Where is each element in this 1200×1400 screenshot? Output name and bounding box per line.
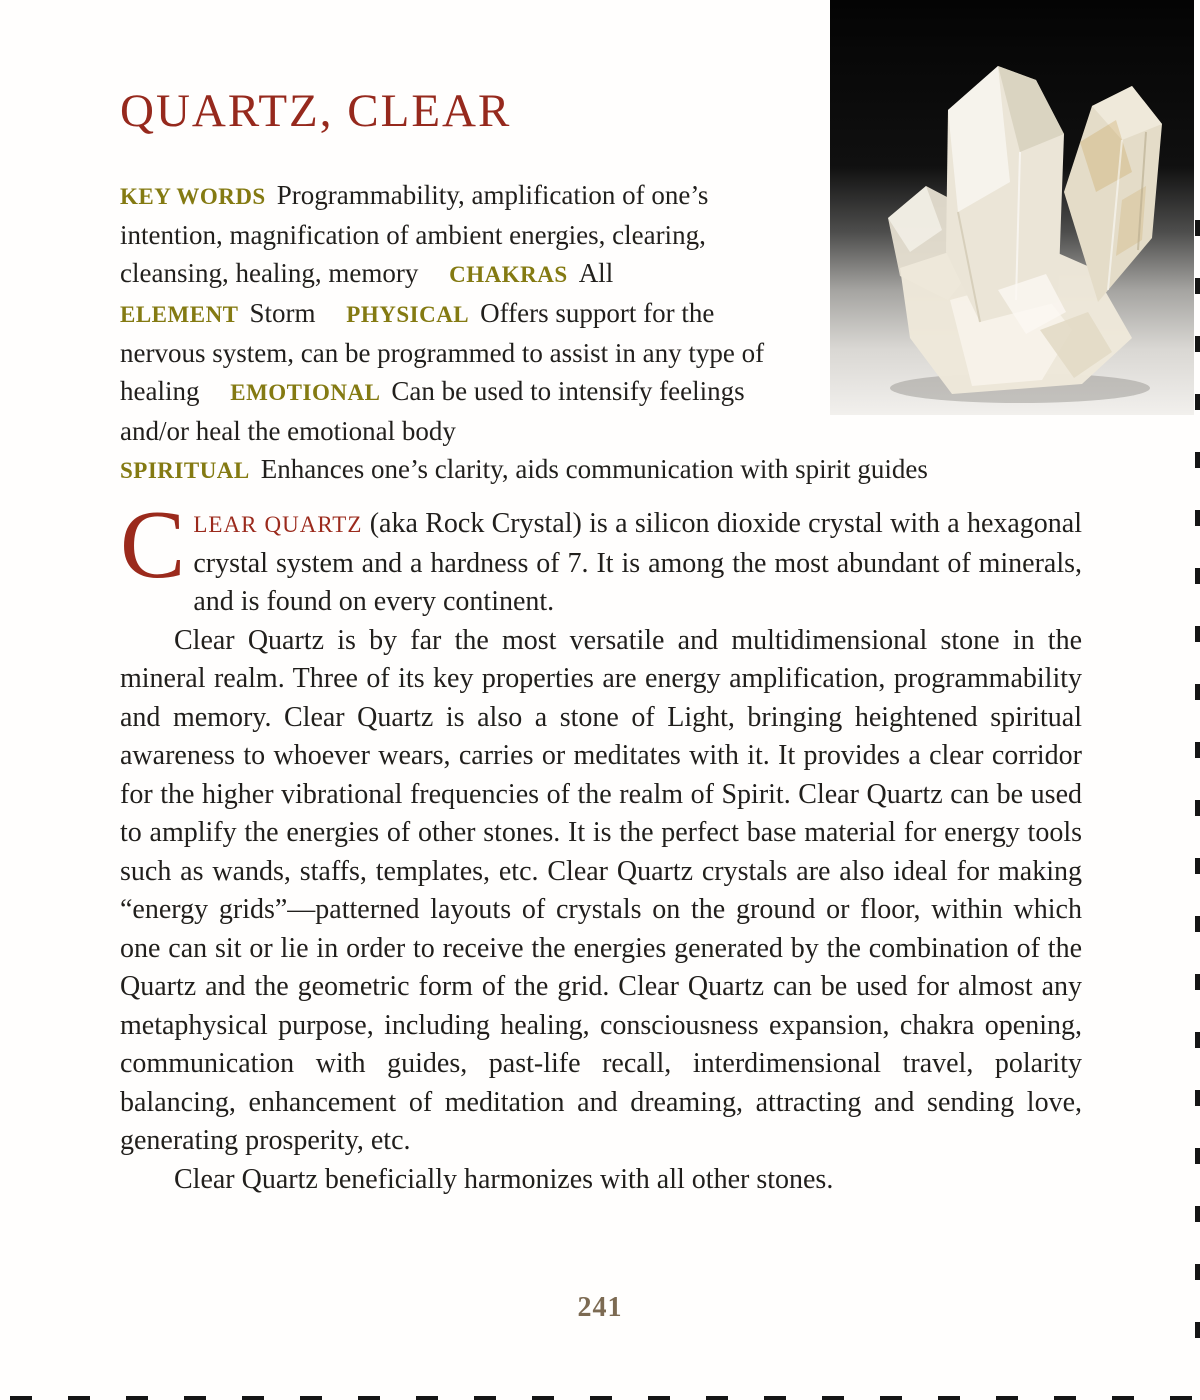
paragraph-harmony: Clear Quartz beneficially harmonizes with all other stones.: [174, 1163, 834, 1195]
page-edge-dash: [648, 1396, 670, 1400]
page-edge-dash: [474, 1396, 496, 1400]
spiritual-label: SPIRITUAL: [120, 458, 250, 483]
page-edge-tick: [1195, 1206, 1200, 1222]
chakras-value: All: [578, 258, 614, 288]
page-edge-dash: [996, 1396, 1018, 1400]
page-edge-dash: [126, 1396, 148, 1400]
page-edge-dash: [532, 1396, 554, 1400]
page-edge-tick: [1195, 220, 1200, 236]
physical-label: PHYSICAL: [346, 302, 470, 327]
page-edge-dash: [764, 1396, 786, 1400]
page-edge-dash: [706, 1396, 728, 1400]
page-edge-dash: [184, 1396, 206, 1400]
page-edge-dash: [822, 1396, 844, 1400]
page-edge-tick: [1195, 1090, 1200, 1106]
page-edge-tick: [1195, 1032, 1200, 1048]
page-edge-dash: [242, 1396, 264, 1400]
page-edge-dash: [1112, 1396, 1134, 1400]
paragraph-lead: [120, 491, 1083, 622]
page-edge-tick: [1195, 1322, 1200, 1338]
page-edge-tick: [1195, 452, 1200, 468]
page-edge-dash: [590, 1396, 612, 1400]
page-edge-dash: [10, 1396, 32, 1400]
page-title: QUARTZ, CLEAR: [120, 85, 512, 137]
page-edge-tick: [1195, 278, 1200, 294]
element-value: Storm: [249, 298, 316, 328]
page-edge-dash: [938, 1396, 960, 1400]
page-edge-tick: [1195, 394, 1200, 410]
page-edge-tick: [1195, 626, 1200, 642]
key-words-label: KEY WORDS: [120, 184, 266, 209]
spiritual-line: [120, 450, 1082, 490]
page-edge-dash: [1054, 1396, 1076, 1400]
article-body: [120, 491, 1083, 1199]
page-edge-dash: [416, 1396, 438, 1400]
paragraph-main: Clear Quartz is by far the most versatile and multidimensional stone in the mineral realm. Three of its key properties are energy amplification, programmability and memory. Clear Quartz is also a stone of Light, bringing heightened spiritual awareness to whoever wears, carries or meditates with it. It provides a clear corridor for the higher vibrational frequencies of the realm of Spirit. Clear Quartz can be used to amplify the energies of other stones. It is the perfect base material for energy tools such as wands, staffs, templates, etc. Clear Quartz crystals are also ideal for making “energy grids”—patterned layouts of crystals on the ground or floor, within which one can sit or lie in order to receive the energies generated by the combination of the Quartz and the geometric form of the grid. Clear Quartz can be used for almost any metaphysical purpose, including healing, consciousness expansion, chakra opening, communication with guides, past-life recall, interdimensional travel, polarity balancing, enhancement of meditation and dreaming, attracting and sending love, generating prosperity, etc.: [120, 624, 1082, 1156]
drop-cap: C: [120, 491, 186, 599]
page-edge-tick: [1195, 800, 1200, 816]
element-label: ELEMENT: [120, 302, 239, 327]
page-edge-dash: [1170, 1396, 1192, 1400]
page-edge-tick: [1195, 1264, 1200, 1280]
page-edge-dash: [300, 1396, 322, 1400]
emotional-value: Can be used to intensify feelings and/or heal the emotional body: [120, 376, 745, 446]
page-edge-tick: [1195, 568, 1200, 584]
properties-block: [120, 176, 1082, 490]
page-edge-tick: [1195, 916, 1200, 932]
lead-small-caps: LEAR QUARTZ: [193, 512, 363, 537]
page-edge-tick: [1195, 742, 1200, 758]
page-edge-dash: [358, 1396, 380, 1400]
page-edge-dash: [68, 1396, 90, 1400]
spiritual-value: Enhances one’s clarity, aids communication with spirit guides: [260, 454, 928, 484]
page-edge-tick: [1195, 336, 1200, 352]
page-edge-tick: [1195, 974, 1200, 990]
chakras-label: CHAKRAS: [449, 262, 568, 287]
properties-narrow-column: [120, 176, 788, 450]
physical-value: Offers support for the nervous system, can be programmed to assist in any type of healing: [120, 298, 765, 406]
emotional-label: EMOTIONAL: [230, 380, 381, 405]
key-words-value: Programmability, amplification of one’s intention, magnification of ambient energies, clearing, cleansing, healing, memory: [120, 180, 709, 288]
page-edge-tick: [1195, 684, 1200, 700]
paragraph-lead-text: (aka Rock Crystal) is a silicon dioxide crystal with a hexagonal crystal system and a hardness of 7. It is among the most abundant of minerals, and is found on every continent.: [193, 508, 1083, 617]
page-edge-tick: [1195, 858, 1200, 874]
page-edge-tick: [1195, 1148, 1200, 1164]
page-edge-tick: [1195, 510, 1200, 526]
page-number: 241: [577, 1292, 623, 1323]
page-edge-dash: [880, 1396, 902, 1400]
